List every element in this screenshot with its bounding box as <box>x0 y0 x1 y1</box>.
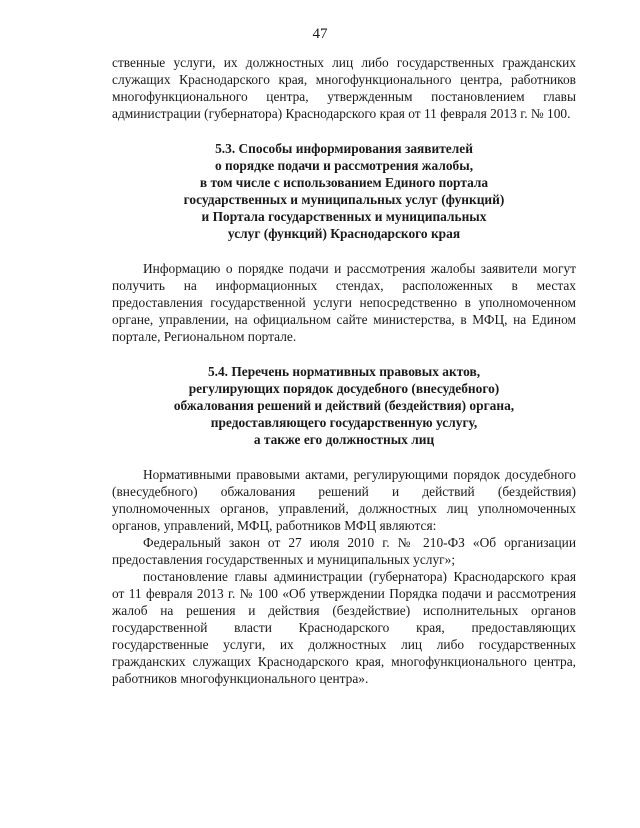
heading-line: в том числе с использованием Единого портала <box>199 175 489 190</box>
section-5-4-heading <box>112 363 576 448</box>
heading-line: регулирующих порядок досудебного (внесудебного) <box>188 381 500 396</box>
page-number: 47 <box>312 26 328 42</box>
heading-line: а также его должностных лиц <box>253 432 435 447</box>
heading-line: предоставляющего государственную услугу, <box>210 415 478 430</box>
section-5-3-heading <box>112 140 576 242</box>
governor-resolution-paragraph: постановление главы администрации (губернатора) Краснодарского края от 11 февраля 2013 г. № 100 «Об утверждении Порядка подачи и рассмотрения жалоб на решения и действия (бездействие) исполнительных органов государственной власти Краснодарского края, предоставляющих государственные услуги, их должностных лиц либо государственных гражданских служащих Краснодарского края, многофункционального центра, работников многофункционального центра». <box>112 569 576 686</box>
federal-law-paragraph: Федеральный закон от 27 июля 2010 г. № 210-ФЗ «Об организации предоставления государственных и муниципальных услуг»; <box>112 535 576 567</box>
heading-line: обжалования решений и действий (бездействия) органа, <box>173 398 515 413</box>
document-body <box>112 54 576 687</box>
intro-paragraph: ственные услуги, их должностных лиц либо государственных гражданских служащих Краснодарского края, многофункционального центра, работников многофункционального центра, утвержденным постановлением главы администрации (губернатора) Краснодарского края от 11 февраля 2013 г. № 100. <box>112 55 576 121</box>
heading-line: услуг (функций) Краснодарского края <box>227 226 461 241</box>
heading-line: 5.3. Способы информирования заявителей <box>215 141 473 156</box>
heading-line: государственных и муниципальных услуг (функций) <box>183 192 505 207</box>
heading-line: о порядке подачи и рассмотрения жалобы, <box>214 158 474 173</box>
section-5-4-paragraph: Нормативными правовыми актами, регулирующими порядок досудебного (внесудебного) обжалования решений и действий (бездействия) уполномоченных органов, управлений, должностных лиц уполномоченных органов, управлений, МФЦ, работников МФЦ являются: <box>112 467 576 533</box>
heading-line: и Портала государственных и муниципальных <box>201 209 487 224</box>
heading-line: 5.4. Перечень нормативных правовых актов, <box>207 364 481 379</box>
section-5-3-paragraph: Информацию о порядке подачи и рассмотрения жалобы заявители могут получить на информационных стендах, расположенных в местах предоставления государственной услуги непосредственно в уполномоченном органе, управлении, на официальном сайте министерства, в МФЦ, на Едином портале, Региональном портале. <box>112 261 576 344</box>
